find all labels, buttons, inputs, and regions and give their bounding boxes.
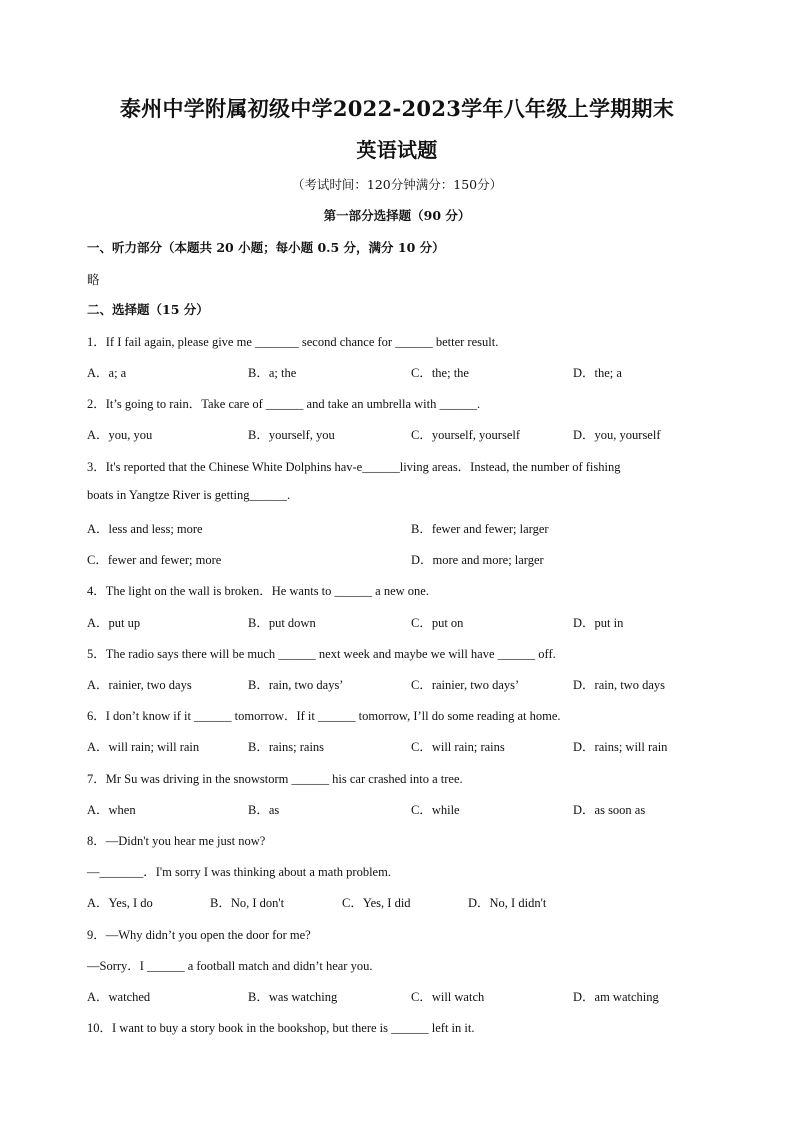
question-5-options <box>87 675 707 693</box>
option-d: D．No, I didn't <box>468 896 547 910</box>
option-c: C．while <box>411 803 460 817</box>
question-9-text-cont: —Sorry．I ______ a football match and didn’t hear you. <box>87 959 373 973</box>
option-b: B．yourself, you <box>248 428 335 442</box>
option-c: C．will watch <box>411 990 485 1004</box>
question-3-text-cont: boats in Yangtze River is getting______. <box>87 488 291 502</box>
question-8-text: 8．—Didn't you hear me just now? <box>87 834 266 848</box>
option-c: C．will rain; rains <box>411 740 505 754</box>
option-a: A．watched <box>87 990 151 1004</box>
question-8-options <box>87 893 707 911</box>
question-9-text: 9．—Why didn’t you open the door for me? <box>87 928 311 942</box>
option-d: D．more and more; larger <box>411 553 544 567</box>
section1-heading: 一、听力部分（本题共 20 小题；每小题 0.5 分，满分 10 分） <box>87 240 445 255</box>
option-b: B．a; the <box>248 366 297 380</box>
question-4-options <box>87 613 707 631</box>
option-b: B．put down <box>248 616 316 630</box>
question-4-text: 4．The light on the wall is broken．He wants to ______ a new one. <box>87 584 429 598</box>
option-d: D．am watching <box>573 990 659 1004</box>
option-a: A．less and less; more <box>87 522 203 536</box>
question-1-text: 1．If I fail again, please give me _______ second chance for ______ better result. <box>87 335 499 349</box>
option-c: C．the; the <box>411 366 469 380</box>
option-d: D．put in <box>573 616 624 630</box>
option-d: D．you, yourself <box>573 428 661 442</box>
option-b: B．No, I don't <box>210 896 285 910</box>
option-a: A．Yes, I do <box>87 896 153 910</box>
option-d: D．the; a <box>573 366 622 380</box>
option-b: B．rains; rains <box>248 740 325 754</box>
exam-subtitle: 英语试题 <box>356 138 438 162</box>
question-2-options <box>87 425 707 443</box>
option-c: C．rainier, two days’ <box>411 678 520 692</box>
question-10-text: 10．I want to buy a story book in the bookshop, but there is ______ left in it. <box>87 1021 475 1035</box>
option-c: C．fewer and fewer; more <box>87 553 222 567</box>
question-7-options <box>87 800 707 818</box>
question-2-text: 2．It’s going to rain．Take care of ______ and take an umbrella with ______. <box>87 397 481 411</box>
exam-title: 泰州中学附属初级中学2022-2023学年八年级上学期期末 <box>119 96 675 121</box>
part-one-heading: 第一部分选择题（90 分） <box>323 208 471 223</box>
option-a: A．will rain; will rain <box>87 740 200 754</box>
option-b: B．rain, two days’ <box>248 678 344 692</box>
option-c: C．yourself, yourself <box>411 428 521 442</box>
question-6-text: 6．I don’t know if it ______ tomorrow．If it ______ tomorrow, I’ll do some reading at home. <box>87 709 561 723</box>
option-c: C．put on <box>411 616 464 630</box>
option-a: A．a; a <box>87 366 127 380</box>
option-b: B．as <box>248 803 280 817</box>
question-6-options <box>87 737 707 755</box>
question-3-text: 3．It's reported that the Chinese White Dolphins hav-e______living areas．Instead, the number of fishing <box>87 460 621 474</box>
option-c: C．Yes, I did <box>342 896 411 910</box>
option-a: A．rainier, two days <box>87 678 192 692</box>
question-8-text-cont: —_______．I'm sorry I was thinking about a math problem. <box>87 865 391 879</box>
question-3-options-row1 <box>87 519 707 537</box>
section1-content: 略 <box>87 273 100 287</box>
option-b: B．was watching <box>248 990 338 1004</box>
option-a: A．put up <box>87 616 141 630</box>
question-9-options <box>87 987 707 1005</box>
question-7-text: 7．Mr Su was driving in the snowstorm ______ his car crashed into a tree. <box>87 772 463 786</box>
option-a: A．when <box>87 803 136 817</box>
exam-info: （考试时间：120分钟满分：150分） <box>291 177 503 192</box>
question-1-options <box>87 363 707 381</box>
option-d: D．rain, two days <box>573 678 665 692</box>
question-3-options-row2 <box>87 550 707 568</box>
option-b: B．fewer and fewer; larger <box>411 522 549 536</box>
option-d: D．as soon as <box>573 803 646 817</box>
option-d: D．rains; will rain <box>573 740 668 754</box>
section2-heading: 二、选择题（15 分） <box>87 302 209 317</box>
question-5-text: 5．The radio says there will be much ______ next week and maybe we will have ______ off. <box>87 647 556 661</box>
option-a: A．you, you <box>87 428 153 442</box>
